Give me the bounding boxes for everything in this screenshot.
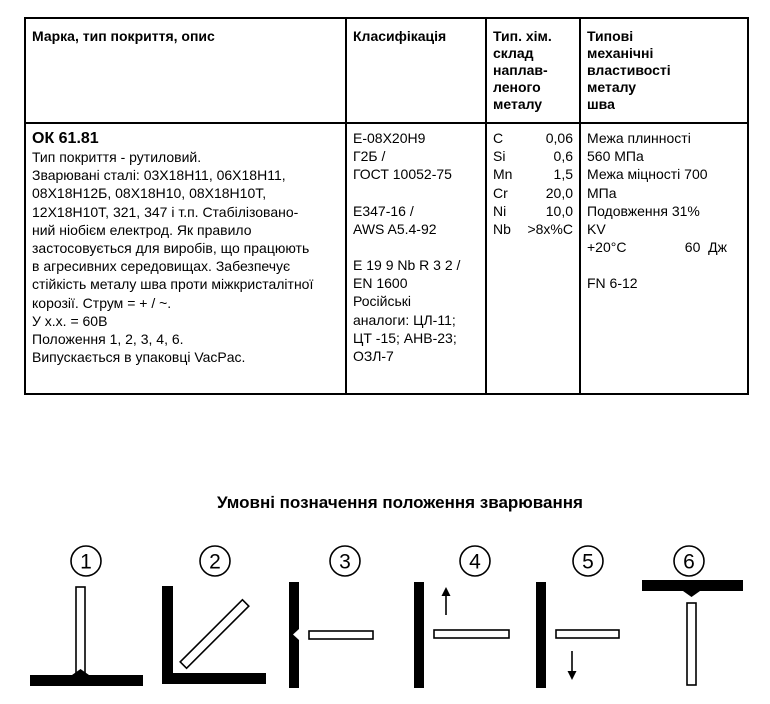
electrode-spec-table — [24, 17, 749, 395]
chem-row: Cr 20,0 — [493, 184, 573, 201]
cell-mechanical — [580, 123, 748, 394]
classification-line: Е-08Х20Н9 — [353, 130, 426, 146]
position-label: 1 — [80, 550, 92, 574]
description-line: Випускається в упаковці VacPac. — [32, 349, 246, 366]
description-line: Зварювані сталі: 03Х18Н11, 06Х18Н11, — [32, 167, 286, 184]
classification-line: аналоги: ЦЛ-11; — [353, 311, 456, 328]
cell-classification — [346, 123, 486, 394]
positions-title: Умовні позначення положення зварювання — [217, 493, 583, 512]
table-header-row — [25, 18, 748, 123]
description-line: 12Х18Н10Т, 321, 347 і т.п. Стабілізовано- — [32, 203, 299, 220]
header-mechanical: Типові механічні властивості металу шва — [580, 18, 748, 123]
chem-row: Nb >8x%C — [493, 221, 573, 238]
arrow-up-icon — [442, 587, 451, 596]
position-label: 2 — [209, 550, 221, 574]
position-label: 4 — [469, 550, 481, 574]
kv-label: KV — [587, 221, 606, 238]
kv-row: +20°С 60 Дж — [587, 239, 727, 256]
classification-line: ГОСТ 10052-75 — [353, 166, 452, 183]
classification-line: EN 1600 — [353, 275, 408, 292]
yield-label: Межа плинності — [587, 130, 691, 146]
tensile-line: Межа міцності 700 — [587, 166, 708, 183]
description-line: ний ніобієм електрод. Як правило — [32, 221, 252, 238]
header-classification: Класифікація — [346, 18, 486, 123]
chem-row: Mn 1,5 — [493, 166, 573, 183]
position-1-flat — [30, 546, 143, 686]
classification-line: Г2Б / — [353, 148, 386, 165]
classification-line: E 19 9 Nb R 3 2 / — [353, 257, 461, 274]
classification-line: Російські — [353, 293, 411, 310]
position-5-vertical-down — [536, 546, 619, 688]
brand-name: ОК 61.81 — [32, 130, 99, 147]
elongation: Подовження 31% — [587, 202, 700, 219]
chem-row: Ni 10,0 — [493, 202, 573, 219]
description-line: застосовується для виробів, що працюють — [32, 240, 310, 257]
description-line: корозії. Струм = + / ~. — [32, 294, 172, 311]
arrow-down-icon — [568, 671, 577, 680]
position-4-horizontal — [414, 546, 509, 688]
description-line: Положення 1, 2, 3, 4, 6. — [32, 331, 184, 348]
table-row — [25, 123, 748, 394]
description-line: 08Х18Н12Б, 08Х18Н10, 08Х18Н10Т, — [32, 185, 267, 202]
classification-line: ОЗЛ-7 — [353, 348, 394, 365]
chem-row: Si 0,6 — [493, 148, 573, 165]
tensile-line: МПа — [587, 184, 617, 201]
description-line: У х.х. = 60В — [32, 312, 108, 329]
position-2-horizontal-vertical — [162, 546, 266, 684]
description-line: в агресивних середовищах. Забезпечує — [32, 258, 291, 275]
ferrite-number: FN 6-12 — [587, 275, 638, 292]
header-brand: Марка, тип покриття, опис — [25, 18, 346, 123]
cell-description — [25, 123, 346, 394]
classification-line: AWS A5.4-92 — [353, 220, 437, 237]
position-label: 6 — [683, 550, 695, 574]
cell-chemistry — [486, 123, 580, 394]
description-line: Тип покриття - рутиловий. — [32, 149, 202, 165]
classification-line: ЦТ -15; АНВ-23; — [353, 329, 457, 346]
description-line: стійкість металу шва проти міжкристалітної — [32, 276, 314, 293]
welding-positions-diagram — [0, 530, 770, 704]
position-6-overhead — [642, 546, 743, 685]
position-label: 3 — [339, 550, 351, 574]
position-3-vertical — [289, 546, 373, 688]
classification-line: E347-16 / — [353, 202, 414, 219]
position-label: 5 — [582, 550, 594, 574]
chem-row: C 0,06 — [493, 130, 573, 146]
header-chemistry: Тип. хім. склад наплав- леного металу — [486, 18, 580, 123]
yield-value: 560 МПа — [587, 148, 644, 165]
